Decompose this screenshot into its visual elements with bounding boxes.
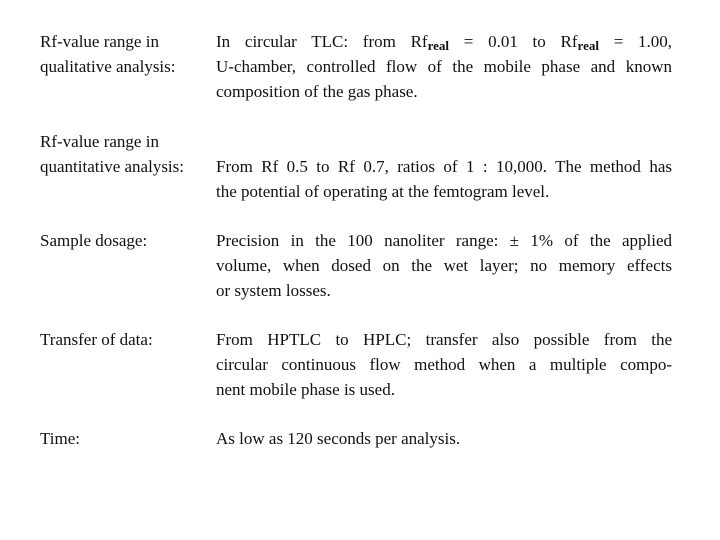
value-line: From HPTLC to HPLC; transfer also possible from the — [216, 330, 672, 349]
row-value — [216, 327, 672, 402]
value-line: U-chamber, controlled flow of the mobile phase and known — [216, 57, 672, 76]
value-line: Precision in the 100 nanoliter range: ± 1% of the applied — [216, 231, 672, 250]
label-line: qualitative analysis: — [40, 57, 176, 76]
subscript-real: real — [427, 38, 450, 53]
row-value — [216, 426, 672, 451]
label-line: Transfer of data: — [40, 330, 153, 349]
label-line: Time: — [40, 429, 81, 448]
value-line: composition of the gas phase. — [216, 82, 418, 101]
value-line: the potential of operating at the femtogram level. — [216, 182, 550, 201]
formula-part: = 1.00, — [598, 32, 673, 51]
label-line: Sample dosage: — [40, 231, 148, 250]
row-value — [216, 154, 672, 204]
value-line-formula — [216, 29, 672, 54]
value-line: nent mobile phase is used. — [216, 380, 395, 399]
label-line: Rf-value range in — [40, 132, 159, 151]
row-label — [40, 327, 212, 352]
formula-part: = 0.01 to Rf — [449, 32, 578, 51]
row-value — [216, 228, 672, 303]
row-value — [216, 29, 672, 104]
value-line: volume, when dosed on the wet layer; no memory effects — [216, 256, 672, 275]
row-label — [40, 29, 212, 79]
row-label — [40, 129, 212, 179]
value-line: or system losses. — [216, 281, 331, 300]
subscript-real: real — [577, 38, 599, 53]
formula-part: In circular TLC: from Rf — [216, 32, 428, 51]
row-label — [40, 426, 212, 451]
row-label — [40, 228, 212, 253]
label-line: quantitative analysis: — [40, 157, 184, 176]
value-line: From Rf 0.5 to Rf 0.7, ratios of 1 : 10,000. The method has — [216, 157, 672, 176]
value-line: As low as 120 seconds per analysis. — [216, 429, 461, 448]
value-line: circular continuous flow method when a multiple compo- — [216, 355, 672, 374]
label-line: Rf-value range in — [40, 32, 159, 51]
